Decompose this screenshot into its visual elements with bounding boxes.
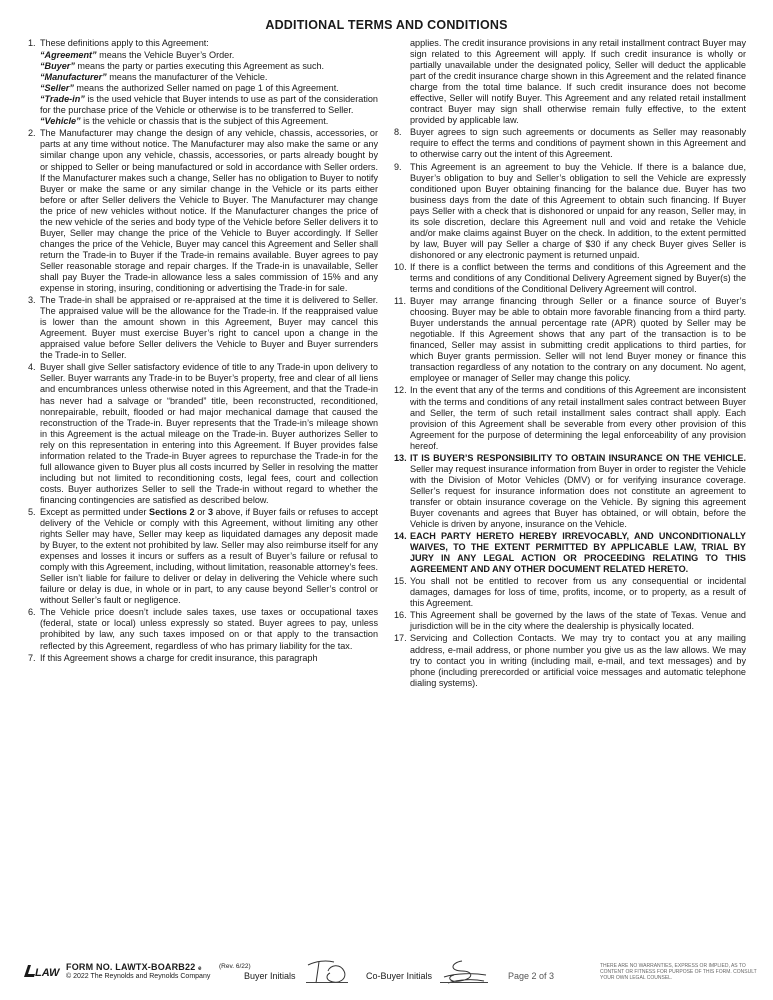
section-number: 9. [394, 161, 402, 172]
section-text-a: Except as permitted under [40, 506, 150, 517]
section-text: Buyer may arrange financing through Seller or a finance source of Buyer’s choosing. Buyer may be able to obtain more favorable financing from a third party. Buyer understands the annual percentage rate (APR) quoted by Seller may be negotiable. If this Agreement shows that any part of the transaction is to be financed, Seller may assist in submitting credit applications to third parties, for which Buyer grants permission. Seller will not lend Buyer money or finance this transaction regardless of any notation to the contrary on any document. No agent, employee or manager of Seller may change this policy. [410, 296, 746, 384]
section-4 [28, 362, 378, 506]
section-text: Servicing and Collection Contacts. We may try to contact you at any mailing address, e-mail address, or phone number you give us as the law allows. We may try to contact you in writing (including mail, e-mail, and text messages) and by phone (including prerecorded or artificial voice messages and automatic telephone dialing systems). [410, 633, 746, 688]
section-7 [28, 653, 378, 664]
section-heading: IT IS BUYER’S RESPONSIBILITY TO OBTAIN INSURANCE ON THE VEHICLE. [410, 452, 746, 463]
section-text: This Agreement shall be governed by the laws of the state of Texas. Venue and jurisdiction will be in the city where the dealership is physically located. [410, 610, 746, 632]
section-11 [394, 296, 746, 384]
section-text-e: above, if Buyer fails or refuses to accept delivery of the Vehicle or comply with this Agreement, without limiting any other rights Seller may have, Seller may keep as liquidated damages any deposit made by Buyer, to the extent not prohibited by law. Seller may also reimburse itself for any expenses and losses it incurs or suffers as a result of Buyer’s failure or refusal to comply with this Agreement, including, without limitation, reasonable attorney’s fees. Seller isn’t liable for failure to deliver or delay in delivering the Vehicle where such failure or delay is due, in whole or in part, to any cause beyond Seller’s control or without Seller’s fault or negligence. [40, 506, 378, 606]
section-12 [394, 385, 746, 451]
section-text: If this Agreement shows a charge for credit insurance, this paragraph [40, 652, 318, 663]
definition-trade-in [28, 94, 378, 116]
section-text: These definitions apply to this Agreement: [40, 38, 209, 48]
section-ref: Sections 2 [149, 506, 195, 517]
section-14 [394, 531, 746, 575]
section-7-continued: applies. The credit insurance provisions in any retail installment contract Buyer may sign related to this Agreement will apply. If such credit insurance is wholly or partially unavailable under the designated policy, Seller will deduct the applicable part of the credit insurance charge shown in this Agreement and the related finance charge from the total time balance. If such credit insurance does not become effective, Seller will notify Buyer. This Agreement and any related retail installment contract Buyer may sign shall otherwise remain fully effective, to the extent provided by applicable law. [410, 38, 746, 126]
section-text: If there is a conflict between the terms and conditions of this Agreement and the terms and conditions of any Conditional Delivery Agreement signed by Buyer(s) the terms and conditions of the Conditional Delivery Agreement will control. [410, 261, 746, 295]
page-title: ADDITIONAL TERMS AND CONDITIONS [265, 18, 508, 32]
definition-term: “Buyer” [40, 61, 75, 72]
section-3 [28, 295, 378, 361]
section-text: EACH PARTY HERETO HEREBY IRREVOCABLY, AND UNCONDITIONALLY WAIVES, TO THE EXTENT PERMITTED BY APPLICABLE LAW, TRIAL BY JURY IN ANY LEGAL ACTION OR PROCEEDING RELATING TO THIS AGREEMENT AND ANY OTHER DOCUMENT RELATED HERETO. [410, 531, 746, 575]
section-ref: 3 [207, 506, 213, 517]
definition-term: “Manufacturer” [40, 72, 107, 83]
section-number: 13. [394, 452, 407, 463]
left-column [28, 38, 378, 665]
section-number: 2. [28, 128, 36, 139]
section-number: 16. [394, 610, 407, 621]
legal-disclaimer: THERE ARE NO WARRANTIES, EXPRESS OR IMPLIED, AS TO CONTENT OR FITNESS FOR PURPOSE OF THIS FORM. CONSULT YOUR OWN LEGAL COUNSEL. [600, 963, 757, 981]
cobuyer-initials-label: Co-Buyer Initials [366, 971, 433, 981]
section-text: Buyer shall give Seller satisfactory evidence of title to any Trade-in upon delivery to Seller. Buyer warrants any Trade-in to be Buyer’s property, free and clear of all liens and encumbrances unless otherwise noted in this Agreement, and that the Trade-in has never had a salvage or “branded” title, been reconstructed, reconditioned, nonrepairable, rebuilt, flooded or had major mechanical damage that caused the reconstruction of the Trade-in. Buyer represents that the Trade-in’s mileage shown in this Agreement is the actual mileage on the Trade-in. Buyer authorizes Seller to rely on this representation in entering into this Agreement. If Buyer provides false information related to the Trade-in Buyer agrees to repurchase the Trade-in for the full allowance given to Buyer plus all costs incurred by Seller in resolving the matter including but not limited to reconditioning costs, legal fees, court and collection costs. Buyer authorizes Seller to sell the Trade-in without regard to whether the financing contingencies are satisfied as described below. [40, 362, 378, 505]
definition-seller [28, 83, 378, 94]
section-13 [394, 453, 746, 530]
section-15 [394, 576, 746, 609]
definition-text: is the vehicle or chassis that is the subject of this Agreement. [80, 116, 329, 127]
section-10 [394, 262, 746, 295]
section-text: You shall not be entitled to recover from us any consequential or incidental damages, damages for loss of time, profits, income, or to property, as a result of this Agreement. [410, 576, 746, 609]
form-revision: (Rev. 6/22) [219, 963, 251, 970]
page-footer [0, 957, 773, 997]
definition-text: means the manufacturer of the Vehicle. [106, 72, 268, 83]
definition-agreement [28, 50, 378, 61]
section-number: 6. [28, 607, 36, 618]
section-text: The Manufacturer may change the design of any vehicle, chassis, accessories, or parts at any time without notice. The Manufacturer may also make the same or any similar change upon any vehicle, chassis, accessories, or parts already bought by or shipped to Seller or being manufactured or sold in accordance with Seller orders. If the Manufacturer makes such a change, Seller has no obligation to Buyer to notify Buyer or make the same or any similar change in the Vehicle or its parts either before or after Seller delivers the Vehicle to Buyer. The Manufacturer may change the price of new vehicles without notice. If the Manufacturer changes the price of the new vehicle of the series and body type of the Vehicle before Seller delivers it to Buyer, Seller may change the price of the Vehicle to Buyer accordingly. If Seller changes the price of the Vehicle, Buyer may cancel this Agreement and Seller shall return the Trade-in to Buyer if the Trade-in remains available. Buyer agrees to pay Seller reasonable storage and repair charges. If the Trade-in is unavailable, Seller shall pay Buyer the Trade-in allowance less a sales commission of 15% and any expense in storing, insuring, conditioning or advertising the Trade-in for sale. [40, 128, 378, 294]
definition-text: is the used vehicle that Buyer intends to use as part of the consideration for the purchase price of the Vehicle or otherwise is to be transferred to Seller. [40, 94, 378, 116]
definition-term: “Trade-in” [40, 94, 85, 105]
section-number: 14. [394, 531, 407, 542]
definition-manufacturer [28, 72, 378, 83]
definition-buyer [28, 61, 378, 72]
right-column [394, 38, 746, 690]
section-text: Buyer agrees to sign such agreements or documents as Seller may reasonably require to effect the terms and conditions of payment shown in this Agreement and to otherwise carry out the intent of this Agreement. [410, 127, 746, 160]
section-number: 10. [394, 261, 407, 272]
page-number: Page 2 of 3 [508, 971, 555, 981]
section-number: 4. [28, 362, 36, 373]
section-16 [394, 610, 746, 632]
buyer-initials-label: Buyer Initials [244, 971, 296, 981]
section-text: Seller may request insurance information from Buyer in order to register the Vehicle with the Division of Motor Vehicles (DMV) or for verifying insurance coverage. Seller’s request for insurance information does not constitute an agreement to transfer or obtain insurance coverage on the Vehicle. By signing this agreement Buyer covenants and agrees that Buyer has obtained, or will obtain, before the Vehicle is driven by anyone, insurance on the Vehicle. [410, 463, 746, 530]
section-number: 7. [28, 652, 36, 663]
cobuyer-initials-line [440, 982, 488, 983]
form-number: FORM NO. LAWTX-BOARB22 e [66, 962, 202, 972]
section-number: 5. [28, 506, 36, 517]
section-number: 8. [394, 127, 402, 138]
section-9 [394, 162, 746, 261]
definition-term: “Agreement” [40, 50, 97, 61]
section-text-c: or [194, 506, 208, 517]
definition-term: “Vehicle” [40, 116, 81, 127]
definition-vehicle [28, 116, 378, 127]
definition-term: “Seller” [40, 83, 74, 94]
section-text: In the event that any of the terms and conditions of this Agreement are inconsistent with the terms and conditions of any retail installment sales contract between Buyer and Seller, the term of such retail installment sales contract shall apply. Each provision of this Agreement shall be severable from every other provision of this Agreement for the purpose of determining the legal enforceability of any provision hereof. [410, 385, 746, 451]
section-2 [28, 128, 378, 294]
definition-text: means the Vehicle Buyer’s Order. [96, 50, 235, 61]
section-number: 12. [394, 385, 407, 396]
section-number: 3. [28, 295, 36, 306]
section-number: 17. [394, 633, 407, 644]
logo-text: LAW [35, 967, 60, 979]
section-text: This Agreement is an agreement to buy the Vehicle. If there is a balance due, Buyer’s obligation to buy and Seller’s obligation to sell the Vehicle are expressly conditioned upon Buyer obtaining financing for the balance due. Buyer has two business days from the date of this Agreement to obtain such financing. If Buyer pays Seller with a check that is dishonored or unpaid for any reason, Seller may, in its sole discretion, declare this Agreement null and void and retake the Vehicle and/or make claims against Buyer on the check. In addition, to the extent permitted by law, Buyer will pay Seller a charge of $30 if any check Buyer gives Seller is dishonored or any electronic payment is returned unpaid. [410, 161, 746, 260]
section-6 [28, 607, 378, 651]
copyright: © 2022 The Reynolds and Reynolds Company [66, 973, 211, 980]
section-5 [28, 507, 378, 606]
section-text: The Vehicle price doesn’t include sales taxes, use taxes or occupational taxes (federal, state or local) unless expressly so stated. Buyer agrees to pay, unless prohibited by law, any such taxes imposed on or that apply to the transaction reflected by this Agreement, regardless of who has primary liability for the tax. [40, 607, 378, 651]
section-number: 11. [394, 296, 406, 307]
section-8 [394, 127, 746, 160]
form-suffix: e [198, 966, 202, 972]
section-17 [394, 633, 746, 688]
law-logo [22, 963, 62, 979]
section-1 [28, 38, 378, 49]
section-text: The Trade-in shall be appraised or re-appraised at the time it is delivered to Seller. The appraised value will be the allowance for the Trade-in. If the reappraised value is lower than the amount shown in this Agreement, Buyer may cancel this Agreement. Buyer must exercise Buyer’s right to cancel upon a change in the appraised value before Seller delivers the Vehicle to Buyer and Buyer surrenders the Trade-in to Seller. [40, 295, 378, 361]
section-number: 1. [28, 38, 36, 48]
definition-text: means the party or parties executing this Agreement as such. [74, 61, 325, 72]
section-number: 15. [394, 576, 407, 587]
definition-text: means the authorized Seller named on page 1 of this Agreement. [73, 83, 339, 94]
buyer-initials-line [306, 982, 348, 983]
